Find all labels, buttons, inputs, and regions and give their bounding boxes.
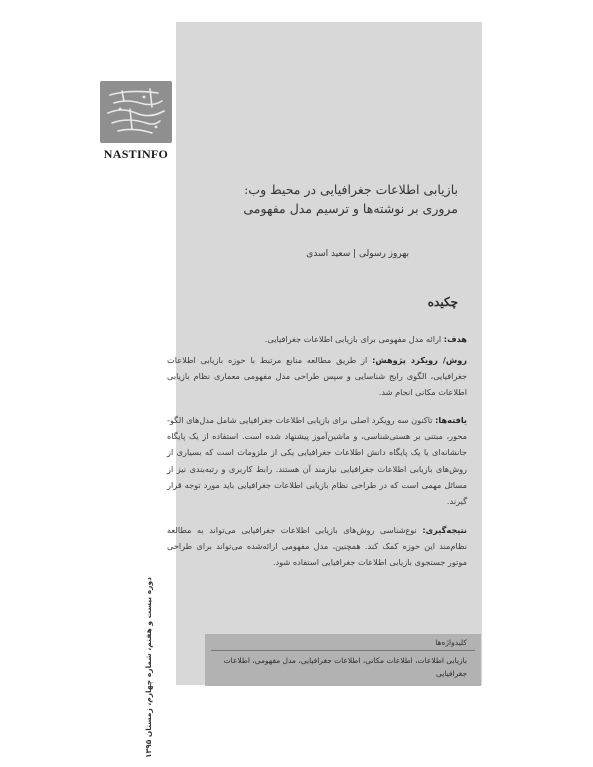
abstract-aim <box>167 331 467 347</box>
article-title <box>168 180 458 218</box>
abstract-heading: چکیده <box>427 295 458 309</box>
issue-info: دوره بیست و هفتم، شماره چهارم، زمستان ۱۳۹۵ <box>144 577 153 759</box>
aim-text: ارائه مدل مفهومی برای بازیابی اطلاعات جغرافیایی. <box>264 334 444 344</box>
keywords-box <box>205 634 481 686</box>
authors: بهروز رسولی | سعید اسدی <box>306 249 409 259</box>
abstract-method <box>167 352 467 401</box>
abstract-findings <box>167 412 467 509</box>
abstract-conclusion <box>167 522 467 571</box>
findings-label: یافته‌ها: <box>435 415 467 425</box>
title-line-2: مروری بر نوشته‌ها و ترسیم مدل مفهومی <box>243 201 458 216</box>
aim-label: هدف: <box>443 334 467 344</box>
findings-text: تاکنون سه رویکرد اصلی برای بازیابی اطلاعات جغرافیایی شامل مدل‌های الگو- محور، مبتنی بر هستی‌شناسی، و ماشین‌آموز پیشنهاد شده است. استفاده از یک پایگاه جانشانه‌ای یا یک پایگاه دانش اطلاعات جغرافیایی یکی از ملزومات است که بسیاری از روش‌های بازیابی اطلاعات جغرافیایی نیازمند آن هستند. رابط کاربری و رتبه‌بندی نیز از مسائل مهمی است که در طراحی نظام بازیابی اطلاعات جغرافیایی باید مورد توجه قرار گیرند. <box>167 415 467 507</box>
keywords-divider <box>211 650 475 651</box>
method-label: روش/ رویکرد پژوهش: <box>372 355 467 365</box>
keywords-heading: کلیدواژه‌ها <box>435 638 467 647</box>
logo-label: NASTINFO <box>103 147 169 161</box>
calligraphy-logo-icon <box>100 81 172 143</box>
conclusion-label: نتیجه‌گیری: <box>422 525 467 535</box>
title-line-1: بازیابی اطلاعات جغرافیایی در محیط وب: <box>244 182 458 197</box>
keywords-list: بازیابی اطلاعات، اطلاعات مکانی، اطلاعات جغرافیایی، مدل مفهومی، اطلاعات جغرافیایی <box>223 656 467 678</box>
conclusion-text: نوع‌شناسی روش‌های بازیابی اطلاعات جغرافیایی می‌تواند به مطالعه نظام‌مند این حوزه کمک کند. همچنین، مدل مفهومی ارائه‌شده می‌تواند برای طراحی موتور جستجوی بازیابی اطلاعات جغرافیایی استفاده شود. <box>167 525 467 568</box>
method-text: از طریق مطالعه منابع مرتبط با حوزه بازیابی اطلاعات جغرافیایی، الگوی رایج شناسایی و سپس طراحی مدل مفهومی معماری نظام بازیابی اطلاعات مکانی انجام شد. <box>167 355 467 398</box>
journal-logo <box>100 81 172 171</box>
